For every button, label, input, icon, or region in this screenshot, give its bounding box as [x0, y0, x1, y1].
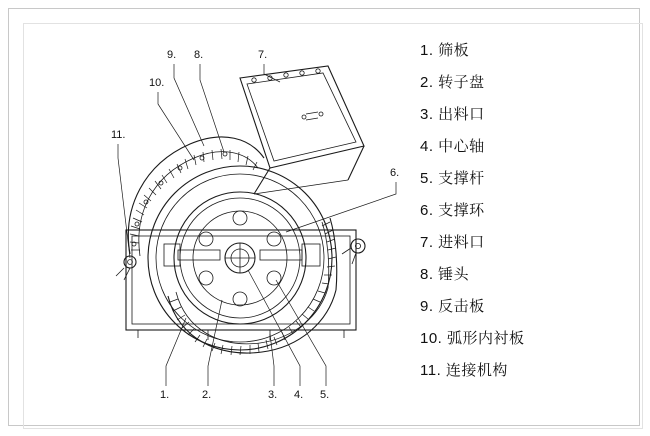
diagram-svg — [18, 18, 418, 418]
feed-inlet-chute — [240, 66, 364, 194]
callout-10: 10. — [149, 77, 165, 89]
right-bearing-block — [342, 239, 365, 264]
legend-item: 3. 出料口 — [420, 105, 485, 123]
callout-7: 7. — [258, 49, 268, 61]
legend-item: 10. 弧形内衬板 — [420, 329, 525, 347]
screen-hatching — [170, 222, 336, 355]
legend-item: 8. 锤头 — [420, 265, 470, 283]
callout-6: 6. — [390, 167, 400, 179]
callout-3: 3. — [268, 389, 278, 401]
legend-item: 5. 支撑杆 — [420, 169, 485, 187]
callout-group-top — [111, 49, 399, 258]
callout-5: 5. — [320, 389, 330, 401]
legend-item: 11. 连接机构 — [420, 361, 508, 379]
callout-1: 1. — [160, 389, 170, 401]
screen-plate — [168, 218, 337, 355]
hammer-crusher-diagram — [18, 18, 418, 418]
rotor-assembly — [148, 166, 332, 350]
legend-item: 6. 支撑环 — [420, 201, 485, 219]
callout-8: 8. — [194, 49, 204, 61]
callout-4: 4. — [294, 389, 304, 401]
callout-9: 9. — [167, 49, 177, 61]
liner-hatching — [130, 149, 257, 250]
legend-item: 7. 进料口 — [420, 233, 485, 251]
impact-plate-hood — [128, 137, 264, 256]
legend-item: 4. 中心轴 — [420, 137, 485, 155]
legend-list — [420, 34, 630, 386]
callout-11: 11. — [111, 129, 126, 141]
legend-item: 1. 筛板 — [420, 41, 470, 59]
legend-item: 2. 转子盘 — [420, 73, 485, 91]
callout-2: 2. — [202, 389, 212, 401]
hammer-support-rods — [164, 244, 320, 266]
legend-item: 9. 反击板 — [420, 297, 485, 315]
